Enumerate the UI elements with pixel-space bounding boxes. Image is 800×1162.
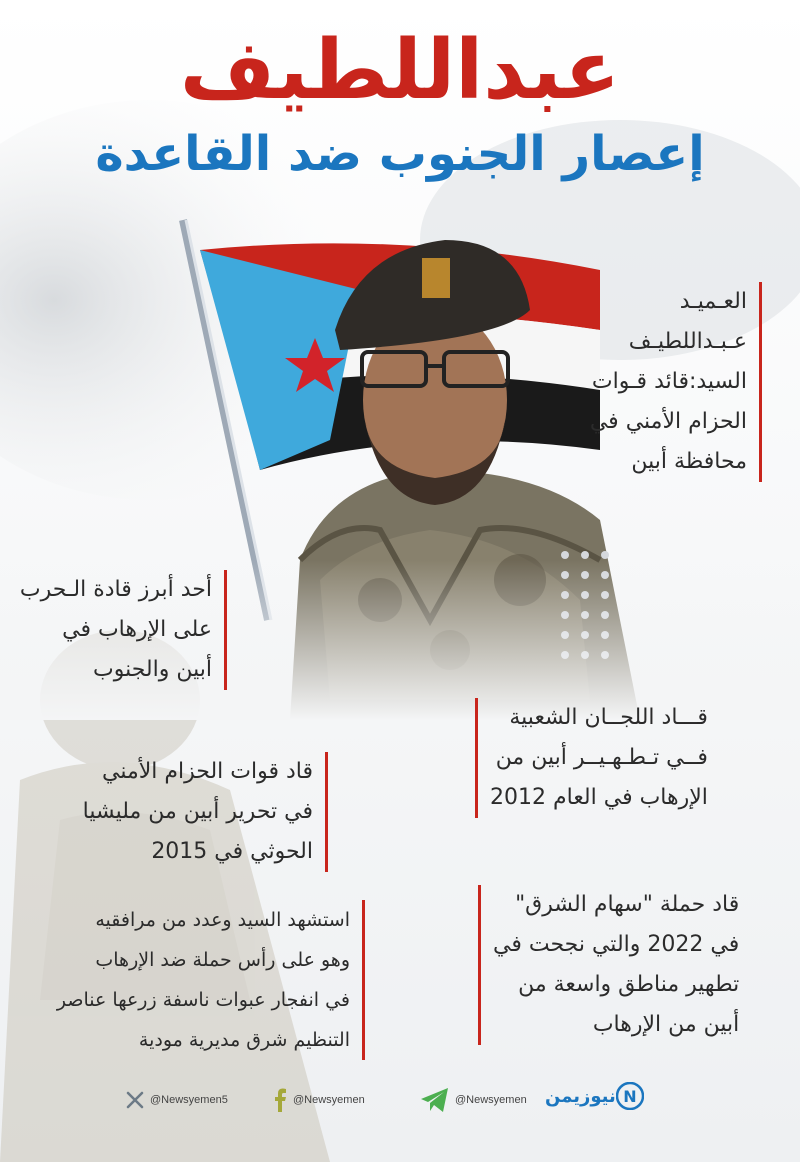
campaign-block	[478, 885, 739, 1045]
logo-letter: N	[623, 1087, 637, 1106]
facebook-icon	[272, 1088, 288, 1112]
intro-line: عـبـداللطيـف	[628, 329, 747, 354]
leader-line: على الإرهاب في	[62, 617, 212, 642]
logo-text: نيوزيمن	[545, 1085, 616, 1107]
x-icon	[125, 1090, 145, 1110]
committees-block	[475, 698, 708, 818]
facebook-social[interactable]	[272, 1088, 365, 1112]
intro-line: محافظة أبين	[631, 449, 747, 474]
belt-line: في تحرير أبين من مليشيا	[82, 799, 313, 824]
page-subtitle: إعصار الجنوب ضد القاعدة	[95, 126, 705, 182]
campaign-line: أبين من الإرهاب	[592, 1012, 740, 1037]
martyr-line: التنظيم شرق مديرية مودية	[138, 1029, 350, 1051]
committees-line: قـــاد اللجــان الشعبية	[509, 705, 708, 730]
campaign-line: تطهير مناطق واسعة من	[518, 972, 740, 997]
intro-line: الحزام الأمني في	[589, 409, 747, 434]
leader-line: أحد أبرز قادة الـحرب	[19, 577, 212, 602]
leader-line: أبين والجنوب	[93, 657, 212, 682]
belt-line: الحوثي في 2015	[151, 839, 313, 864]
telegram-icon	[420, 1087, 450, 1113]
newsyemen-logo-mark	[616, 1082, 644, 1110]
newsyemen-logo[interactable]	[545, 1082, 644, 1110]
intro-block	[590, 282, 762, 482]
committees-line: فــي تـطـهـيــر أبين من	[495, 745, 708, 770]
facebook-handle: @Newsyemen	[293, 1094, 365, 1106]
x-social[interactable]	[125, 1088, 228, 1112]
martyr-line: في انفجار عبوات ناسفة زرعها عناصر	[56, 989, 350, 1011]
page-title: عبداللطيف	[179, 23, 621, 118]
leader-block	[20, 570, 227, 690]
belt-block	[83, 752, 328, 872]
telegram-social[interactable]	[420, 1088, 527, 1112]
intro-line: السيد:قائد قـوات	[591, 369, 747, 394]
x-handle: @Newsyemen5	[150, 1094, 228, 1106]
campaign-line: قاد حملة "سهام الشرق"	[515, 892, 740, 917]
campaign-line: في 2022 والتي نجحت في	[493, 932, 740, 957]
committees-line: الإرهاب في العام 2012	[490, 785, 708, 810]
telegram-handle: @Newsyemen	[455, 1094, 527, 1106]
intro-line: العـميـد	[679, 289, 747, 314]
martyr-line: وهو على رأس حملة ضد الإرهاب	[95, 949, 350, 971]
martyr-line: استشهد السيد وعدد من مرافقيه	[95, 909, 350, 931]
belt-line: قاد قوات الحزام الأمني	[101, 759, 313, 784]
martyr-block	[57, 900, 365, 1060]
